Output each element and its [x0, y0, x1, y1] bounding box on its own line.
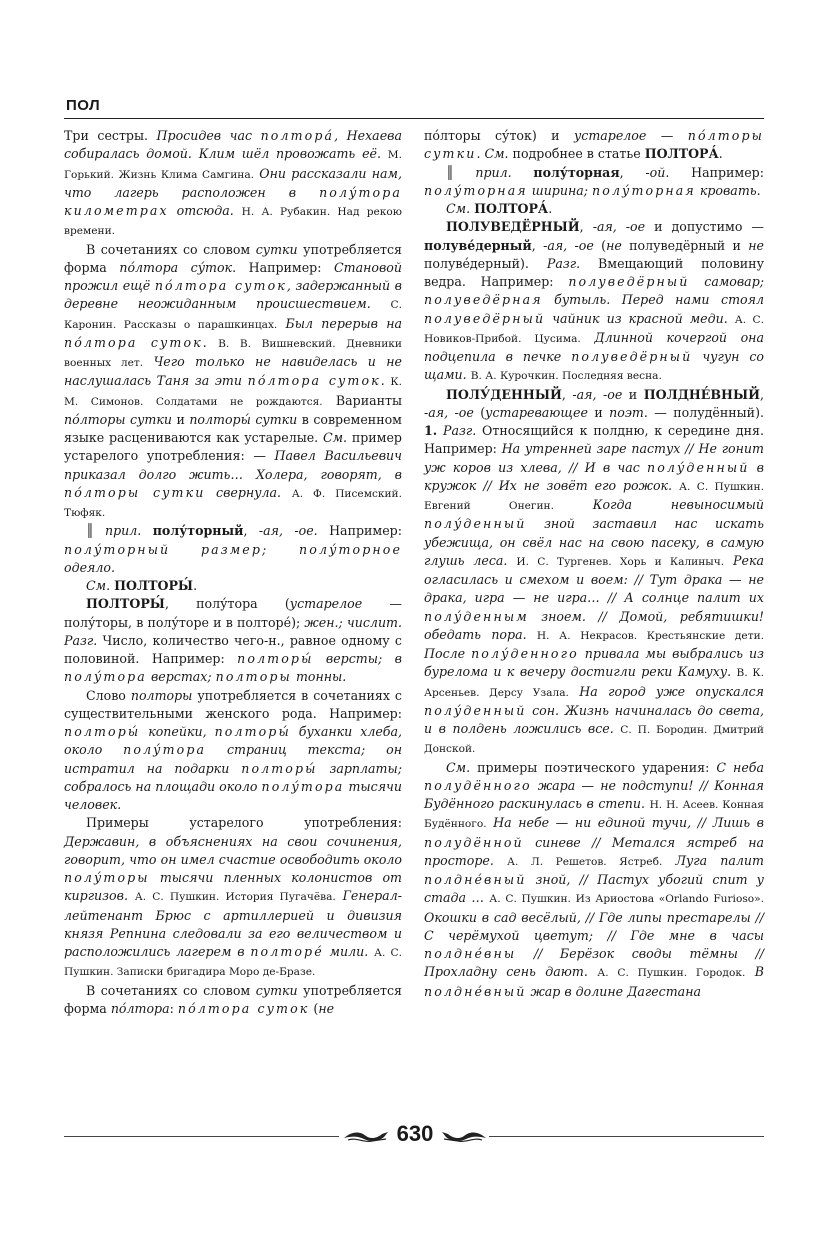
left-column — [64, 127, 402, 1018]
paragraph: Примеры устарелого употребления: Державин, в объяснениях на свои сочинения, говорит, что он имел счастие освободить около полу́торы тысячи пленных колонистов от киргизов. А. С. Пушкин. История Пугачёва. Генерал-лейтенант Брюс с артиллерией и дивизия князя Репнина следовали за его величеством и расположились лагерем в полторе́ мили. А. С. Пушкин. Записки бригадира Моро де-Бразе. — [64, 815, 402, 979]
paragraph: ║ прил. полу́торный, -ая, -ое. Например: полу́торный размер; полу́торное одеяло. — [64, 523, 402, 575]
paragraph: См. ПОЛТОРЫ́. — [86, 578, 198, 593]
paragraph: В сочетаниях со словом сутки употребляется форма по́лтора су́ток. Например: Становой прожил ещё по́лтора суток, задержанный в деревне неожиданным происшествием. С. Каронин. Рассказы о парашкинцах. Был перерыв на по́лтора суток. В. В. Вишневский. Дневники военных лет. Чего только не навиделась и не наслушалась Таня за эти по́лтора суток. К. М. Симонов. Солдатами не рождаются. Варианты по́лторы сутки и полторы́ сутки в современном языке расцениваются как устарелые. См. пример устарелого употребления: — Павел Васильевич приказал долго жить… Холера, говорят, в по́лторы сутки свернула. А. Ф. Писемский. Тюфяк. — [64, 241, 402, 519]
paragraph: ПОЛУВЕДЁРНЫЙ, -ая, -ое и допустимо — полуве́дерный, -ая, -ое (не полуведёрный и не полуве́дерный). Разг. Вмещающий половину ведра. Например: полуведёрный самовар; полуведёрная бутыль. Перед нами стоял полуведёрный чайник из красной меди. А. С. Новиков-Прибой. Цусима. Длинной кочергой она подцепила в печке полуведёрный чугун со щами. В. А. Курочкин. Последняя весна. — [424, 219, 765, 383]
paragraph: ПОЛУ́ДЕННЫЙ, -ая, -ое и ПОЛДНЕ́ВНЫЙ, -ая, -ое (устаревающее и поэт. — полудённый). 1. Разг. Относящийся к полдню, к середине дня. Например: На утренней заре пастух // Не гонит уж коров из хлева, // И в час полу́денный в кружок // Их не зовёт его рожок. А. С. Пушкин. Евгений Онегин. Когда невыносимый полу́денный зной заставил нас искать убежища, он свёл нас на свою пасеку, в самую глушь леса. И. С. Тургенев. Хорь и Калиныч. Река огласилась и смехом и воем: // Тут драка — не драка, игра — не игра… // А солнце палит их полу́денным зноем. // Домой, ребятишки! обедать пора. Н. А. Некрасов. Крестьянские дети. После полу́денного привала мы выбрались из бурелома и к вечеру достигли реки Камуху. В. К. Арсеньев. Дерсу Узала. На город уже опускался полу́денный сон. Жизнь начиналась до света, и в полдень ложились все. С. П. Бородин. Дмитрий Донской. — [424, 386, 764, 756]
ornament-left-icon — [342, 1127, 390, 1145]
header-rule — [64, 118, 764, 119]
running-head: ПОЛ — [66, 97, 101, 114]
right-column — [424, 127, 764, 1001]
paragraph: См. примеры поэтического ударения: С неба полудённого жара — не подступи! // Конная Будённого раскинулась в степи. Н. Н. Асеев. Конная Будённого. На небе — ни единой тучи, // Лишь в полудённой синеве // Метался ястреб на просторе. А. Л. Решетов. Ястреб. Луга палит полдне́вный зной, // Пастух убогий спит у стада … А. С. Пушкин. Из Ариостова «Orlando Furioso». Окошки в сад весёлый, // Где липы престарелы // С черёмухой цветут; // Где мне в часы полдне́вны // Берёзок своды тёмны // Прохладну сень дают. А. С. Пушкин. Городок. В полдне́вный жар в долине Дагестана — [424, 759, 765, 999]
ornament-right-icon — [440, 1127, 488, 1145]
paragraph: Слово полторы употребляется в сочетаниях с существительными женского рода. Например: полторы́ копейки, полторы́ буханки хлеба, около полу́тора страниц текста; он истратил на подарки полторы́ зарплаты; собралось на площади около полу́тора тысячи человек. — [64, 687, 402, 812]
page-number: 630 — [396, 1121, 434, 1146]
page-footer — [64, 1119, 764, 1155]
footer-rule-left — [64, 1136, 339, 1137]
footer-rule-right — [489, 1136, 764, 1137]
paragraph: ║ прил. полу́торная, -ой. Например: полу́торная ширина; полу́торная кровать. — [424, 164, 764, 198]
paragraph: ПОЛТОРЫ́, полу́тора (устарелое — полу́торы, в полу́торе и в полторе́); жен.; числит. Разг. Число, количество чего-н., равное одному с половиной. Например: полторы́ версты; в полу́тора верстах; полторы тонны. — [64, 596, 403, 685]
paragraph: В сочетаниях со словом сутки употребляется форма по́лтора: по́лтора суток (не — [64, 982, 402, 1016]
paragraph: по́лторы су́ток) и устарелое — по́лторы сутки. См. подробнее в статье ПОЛТОРА́. — [424, 128, 764, 162]
paragraph: См. ПОЛТОРА́. — [446, 201, 553, 216]
paragraph: Три сестры. Просидев час полтора́, Нехаева собиралась домой. Клим шёл провожать её. М. Горький. Жизнь Клима Самгина. Они рассказали нам, что лагерь расположен в полу́тора километрах отсюда. Н. А. Рубакин. Над рекою времени. — [64, 128, 402, 238]
